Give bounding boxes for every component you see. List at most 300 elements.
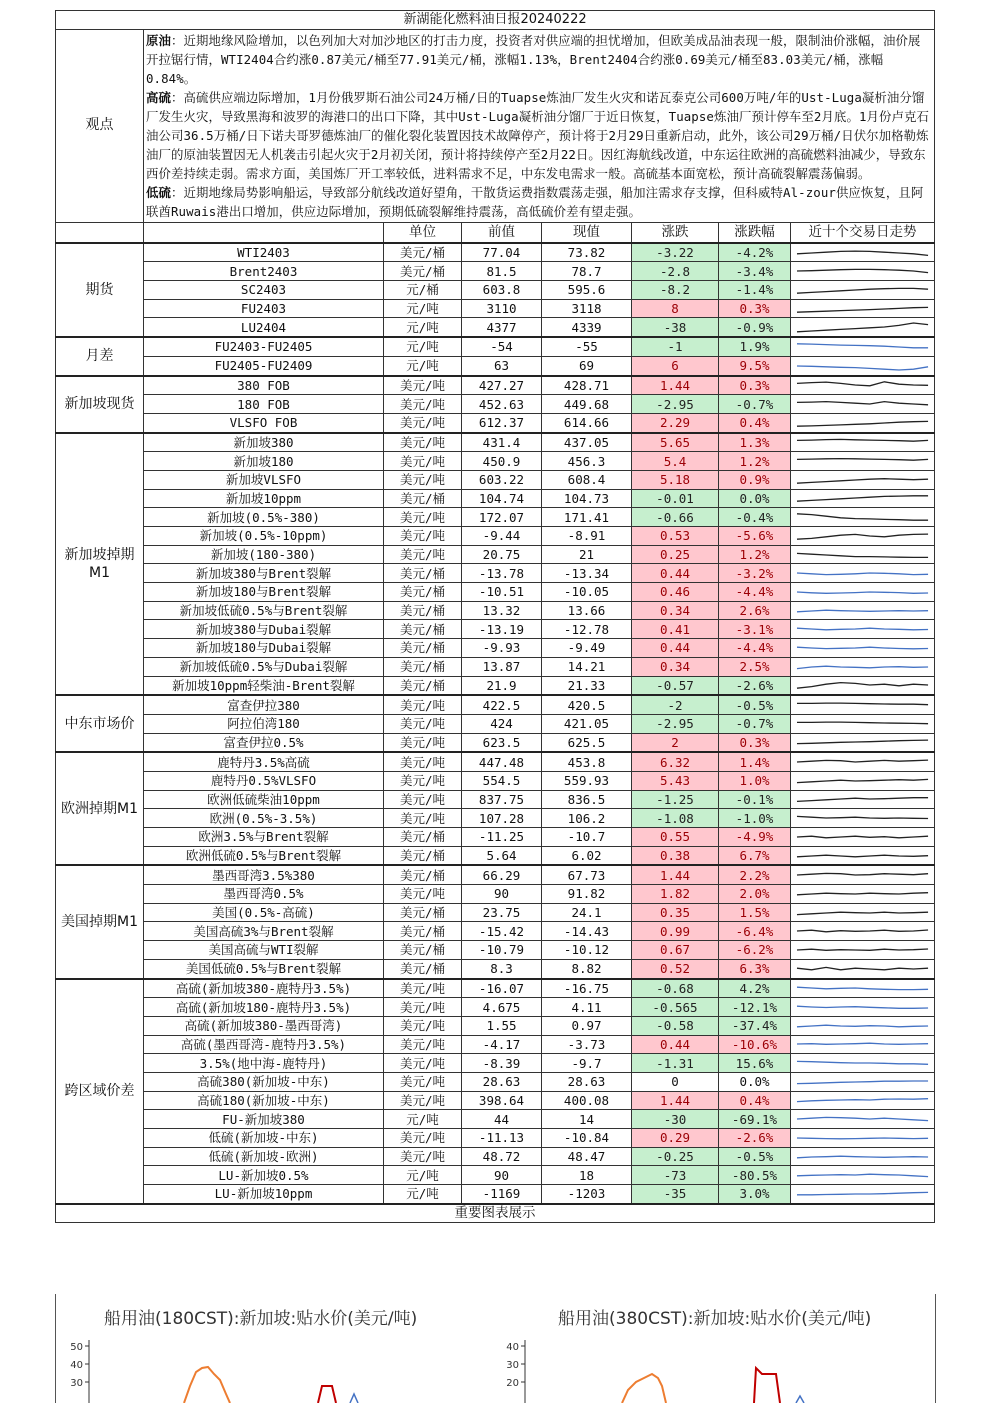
- trend-line: [797, 592, 928, 593]
- row-curr: 91.82: [542, 885, 632, 904]
- row-trend-sparkline: [791, 452, 935, 471]
- row-unit: 美元/吨: [384, 790, 462, 809]
- row-item: LU2404: [144, 318, 384, 337]
- group-label: 新加坡现货: [56, 376, 144, 433]
- row-curr: 420.5: [542, 695, 632, 714]
- row-trend-sparkline: [791, 356, 935, 375]
- trend-line: [797, 836, 928, 838]
- table-row: [56, 281, 935, 300]
- row-chg: -0.58: [632, 1016, 719, 1035]
- row-trend-sparkline: [791, 752, 935, 771]
- row-pct: 6.7%: [719, 846, 791, 865]
- row-pct: 15.6%: [719, 1054, 791, 1073]
- trend-line: [797, 323, 928, 332]
- row-unit: 美元/桶: [384, 583, 462, 602]
- row-prev: 612.37: [462, 413, 542, 432]
- row-curr: -9.49: [542, 639, 632, 658]
- row-pct: -0.5%: [719, 1147, 791, 1166]
- row-item: Brent2403: [144, 262, 384, 281]
- row-trend-sparkline: [791, 809, 935, 828]
- row-unit: 美元/吨: [384, 1147, 462, 1166]
- row-item: 低硫(新加坡-欧洲): [144, 1147, 384, 1166]
- table-row: [56, 356, 935, 375]
- row-pct: -0.9%: [719, 318, 791, 337]
- row-curr: 3118: [542, 299, 632, 318]
- row-trend-sparkline: [791, 885, 935, 904]
- column-header-row: [56, 222, 935, 243]
- row-prev: -13.78: [462, 564, 542, 583]
- row-chg: -1.31: [632, 1054, 719, 1073]
- row-item: 新加坡(0.5%-380): [144, 508, 384, 527]
- row-trend-sparkline: [791, 828, 935, 847]
- text-hsfo: ：高硫供应端边际增加，1月份俄罗斯石油公司24万桶/日的Tuapse炼油厂发生火灾和诺瓦泰克公司600万吨/年的Ust-Luga凝析油分馏厂发生火灾，导致黑海和波罗的海港口的出口下降，其中Ust-Luga凝析油分馏厂于近日恢复，Tuapse炼油厂预计停车至2月底。1月份卢克石油公司36.5万桶/日下诺夫哥罗德炼油厂的催化裂化装置因技术故障停产，预计将于2月29日重新启动，此外，该公司29万桶/日伏尔加格勒炼油厂的原油装置因无人机袭击引起火灾于2月初关闭，预计将持续停产至2月22日。因红海航线改道，中东运往欧洲的高硫燃料油减少，导致东西价差持续走弱。需求方面，美国炼厂开工率较低，进料需求不足，中东发电需求一般。高硫基本面宽松，预计高硫裂解震荡偏弱。: [146, 89, 929, 181]
- row-curr: 14: [542, 1110, 632, 1129]
- tag-hsfo: 高硫: [146, 89, 171, 105]
- row-unit: 元/吨: [384, 1110, 462, 1129]
- table-row: [56, 1185, 935, 1204]
- row-pct: 0.3%: [719, 376, 791, 395]
- chart-380-ytick: 20: [506, 1378, 519, 1389]
- trend-line: [797, 1099, 928, 1102]
- trend-line: [797, 270, 928, 273]
- row-trend-sparkline: [791, 620, 935, 639]
- row-curr: -1203: [542, 1185, 632, 1204]
- trend-line: [797, 610, 928, 612]
- row-prev: 172.07: [462, 508, 542, 527]
- row-curr: 614.66: [542, 413, 632, 432]
- table-row: [56, 262, 935, 281]
- row-trend-sparkline: [791, 243, 935, 262]
- group-label: 跨区域价差: [56, 979, 144, 1204]
- table-row: [56, 545, 935, 564]
- row-unit: 美元/吨: [384, 1054, 462, 1073]
- table-row: [56, 998, 935, 1017]
- row-prev: 13.87: [462, 657, 542, 676]
- row-prev: 104.74: [462, 489, 542, 508]
- row-trend-sparkline: [791, 979, 935, 998]
- chart-180-red-line: [318, 1386, 336, 1403]
- row-curr: 21: [542, 545, 632, 564]
- row-curr: 421.05: [542, 714, 632, 733]
- table-row: [56, 1129, 935, 1148]
- row-prev: 13.32: [462, 601, 542, 620]
- row-unit: 美元/桶: [384, 639, 462, 658]
- row-item: FU2403-FU2405: [144, 337, 384, 356]
- row-pct: 2.2%: [719, 865, 791, 884]
- row-chg: 0.55: [632, 828, 719, 847]
- row-trend-sparkline: [791, 1147, 935, 1166]
- row-unit: 元/吨: [384, 337, 462, 356]
- row-unit: 美元/桶: [384, 865, 462, 884]
- row-curr: 449.68: [542, 395, 632, 414]
- row-pct: 1.4%: [719, 752, 791, 771]
- row-item: FU-新加坡380: [144, 1110, 384, 1129]
- row-item: SC2403: [144, 281, 384, 300]
- row-trend-sparkline: [791, 489, 935, 508]
- table-row: [56, 337, 935, 356]
- row-curr: 4339: [542, 318, 632, 337]
- row-chg: 6: [632, 356, 719, 375]
- row-trend-sparkline: [791, 1166, 935, 1185]
- row-pct: -0.4%: [719, 508, 791, 527]
- row-chg: 0.34: [632, 601, 719, 620]
- row-pct: -0.7%: [719, 714, 791, 733]
- row-item: 新加坡低硫0.5%与Brent裂解: [144, 601, 384, 620]
- row-curr: -3.73: [542, 1035, 632, 1054]
- text-crude: ：近期地缘风险增加，以色列加大对加沙地区的打击力度，投资者对供应端的担忧增加，但欧美成品油表现一般，限制油价涨幅，油价展开拉锯行情，WTI2404合约涨0.87美元/桶至77.91美元/桶，涨幅1.13%，Brent2404合约涨0.69美元/桶至83.03美元/桶，涨幅0.84%。: [146, 32, 921, 86]
- row-trend-sparkline: [791, 922, 935, 941]
- viewpoint-text: [144, 29, 935, 222]
- row-item: 美国低硫0.5%与Brent裂解: [144, 959, 384, 978]
- row-prev: -11.13: [462, 1129, 542, 1148]
- row-pct: 9.5%: [719, 356, 791, 375]
- row-trend-sparkline: [791, 527, 935, 546]
- trend-line: [797, 1044, 928, 1045]
- row-pct: 4.2%: [719, 979, 791, 998]
- row-prev: 66.29: [462, 865, 542, 884]
- row-chg: -0.68: [632, 979, 719, 998]
- col-item: [144, 222, 384, 243]
- row-curr: -10.7: [542, 828, 632, 847]
- row-unit: 美元/吨: [384, 395, 462, 414]
- row-pct: 1.0%: [719, 771, 791, 790]
- row-item: 美国高硫3%与Brent裂解: [144, 922, 384, 941]
- row-unit: 美元/吨: [384, 771, 462, 790]
- row-curr: -16.75: [542, 979, 632, 998]
- row-prev: 77.04: [462, 243, 542, 262]
- table-row: [56, 733, 935, 752]
- row-item: 欧洲低硫柴油10ppm: [144, 790, 384, 809]
- row-item: 新加坡180与Brent裂解: [144, 583, 384, 602]
- row-pct: -0.7%: [719, 395, 791, 414]
- trend-line: [797, 366, 928, 370]
- trend-line: [797, 628, 928, 630]
- row-item: 新加坡(180-380): [144, 545, 384, 564]
- row-chg: 5.43: [632, 771, 719, 790]
- row-curr: 69: [542, 356, 632, 375]
- group-label: 欧洲掉期M1: [56, 752, 144, 865]
- row-trend-sparkline: [791, 733, 935, 752]
- row-item: 高硫(新加坡380-墨西哥湾): [144, 1016, 384, 1035]
- row-prev: 452.63: [462, 395, 542, 414]
- row-prev: 603.8: [462, 281, 542, 300]
- trend-line: [797, 478, 928, 483]
- text-lsfo: ：近期地缘局势影响船运，导致部分航线改道好望角，干散货运费指数震荡走强，船加注需求存支撑，但科威特Al-zour供应恢复，且阿联酋Ruwais港出口增加，供应边际增加，预期低硫裂解维持震荡，高低硫价差有望走强。: [146, 184, 924, 219]
- showcase-row: [56, 1204, 935, 1223]
- viewpoint-label: 观点: [56, 29, 144, 222]
- row-chg: 0.44: [632, 564, 719, 583]
- table-row: [56, 1035, 935, 1054]
- row-chg: 5.65: [632, 433, 719, 452]
- row-item: 高硫(新加坡180-鹿特丹3.5%): [144, 998, 384, 1017]
- table-row: [56, 771, 935, 790]
- row-chg: -0.57: [632, 676, 719, 695]
- row-pct: 3.0%: [719, 1185, 791, 1204]
- row-unit: 美元/吨: [384, 695, 462, 714]
- row-item: 高硫(新加坡380-鹿特丹3.5%): [144, 979, 384, 998]
- chart-180-title: 船用油(180CST):新加坡:贴水价(美元/吨): [104, 1309, 418, 1329]
- trend-line: [797, 874, 928, 876]
- row-trend-sparkline: [791, 299, 935, 318]
- chart-180-blue-line: [350, 1394, 358, 1403]
- table-row: [56, 508, 935, 527]
- row-unit: 美元/吨: [384, 413, 462, 432]
- row-chg: -1: [632, 337, 719, 356]
- row-item: FU2405-FU2409: [144, 356, 384, 375]
- row-pct: -4.9%: [719, 828, 791, 847]
- table-row: [56, 941, 935, 960]
- row-unit: 美元/桶: [384, 657, 462, 676]
- row-chg: -3.22: [632, 243, 719, 262]
- row-chg: 0.34: [632, 657, 719, 676]
- col-pct: 涨跌幅: [719, 222, 791, 243]
- table-row: [56, 639, 935, 658]
- row-trend-sparkline: [791, 545, 935, 564]
- trend-line: [797, 459, 928, 461]
- table-row: [56, 1091, 935, 1110]
- row-pct: 0.9%: [719, 470, 791, 489]
- row-unit: 美元/吨: [384, 508, 462, 527]
- row-pct: -2.6%: [719, 1129, 791, 1148]
- trend-line: [797, 893, 928, 895]
- row-chg: -0.25: [632, 1147, 719, 1166]
- row-item: 新加坡低硫0.5%与Dubai裂解: [144, 657, 384, 676]
- row-unit: 美元/桶: [384, 262, 462, 281]
- row-pct: 0.3%: [719, 733, 791, 752]
- row-curr: 400.08: [542, 1091, 632, 1110]
- trend-line: [797, 703, 928, 705]
- row-trend-sparkline: [791, 413, 935, 432]
- row-curr: 453.8: [542, 752, 632, 771]
- trend-line: [797, 553, 928, 557]
- row-unit: 美元/吨: [384, 1091, 462, 1110]
- table-row: [56, 828, 935, 847]
- trend-line: [797, 1006, 928, 1008]
- row-pct: 2.0%: [719, 885, 791, 904]
- row-item: 高硫180(新加坡-中东): [144, 1091, 384, 1110]
- col-trend: 近十个交易日走势: [791, 222, 935, 243]
- row-prev: -4.17: [462, 1035, 542, 1054]
- row-unit: 美元/吨: [384, 752, 462, 771]
- table-row: [56, 809, 935, 828]
- row-item: WTI2403: [144, 243, 384, 262]
- row-chg: 1.82: [632, 885, 719, 904]
- trend-line: [797, 949, 928, 950]
- row-unit: 美元/吨: [384, 527, 462, 546]
- row-unit: 美元/桶: [384, 601, 462, 620]
- report-title: 新湖能化燃料油日报20240222: [56, 11, 935, 30]
- row-pct: 6.3%: [719, 959, 791, 978]
- row-curr: -9.7: [542, 1054, 632, 1073]
- row-prev: 450.9: [462, 452, 542, 471]
- row-pct: 1.5%: [719, 903, 791, 922]
- chart-380-blue-line: [796, 1396, 804, 1403]
- row-chg: 0.41: [632, 620, 719, 639]
- row-curr: -13.34: [542, 564, 632, 583]
- table-row: [56, 395, 935, 414]
- row-unit: 美元/吨: [384, 733, 462, 752]
- group-label: 中东市场价: [56, 695, 144, 752]
- trend-line: [797, 1156, 928, 1158]
- row-unit: 元/吨: [384, 1166, 462, 1185]
- trend-line: [797, 760, 928, 762]
- table-row: [56, 1147, 935, 1166]
- trend-line: [797, 817, 928, 819]
- row-chg: -8.2: [632, 281, 719, 300]
- chart-380-title: 船用油(380CST):新加坡:贴水价(美元/吨): [558, 1309, 872, 1329]
- row-pct: 1.2%: [719, 545, 791, 564]
- row-chg: -30: [632, 1110, 719, 1129]
- row-trend-sparkline: [791, 846, 935, 865]
- chart-180-ytick: 40: [70, 1360, 83, 1371]
- col-prev: 前值: [462, 222, 542, 243]
- row-pct: -12.1%: [719, 998, 791, 1017]
- row-prev: 44: [462, 1110, 542, 1129]
- row-chg: 2.29: [632, 413, 719, 432]
- row-prev: 81.5: [462, 262, 542, 281]
- row-unit: 美元/桶: [384, 620, 462, 639]
- row-curr: 0.97: [542, 1016, 632, 1035]
- row-chg: -0.66: [632, 508, 719, 527]
- row-pct: -4.4%: [719, 639, 791, 658]
- row-item: 380 FOB: [144, 376, 384, 395]
- row-item: 鹿特丹3.5%高硫: [144, 752, 384, 771]
- row-item: 新加坡380与Brent裂解: [144, 564, 384, 583]
- row-unit: 美元/桶: [384, 828, 462, 847]
- row-chg: -2.95: [632, 395, 719, 414]
- row-chg: -38: [632, 318, 719, 337]
- trend-line: [797, 647, 928, 649]
- trend-line: [797, 666, 928, 668]
- row-pct: 0.4%: [719, 413, 791, 432]
- row-prev: 90: [462, 885, 542, 904]
- row-curr: 608.4: [542, 470, 632, 489]
- row-trend-sparkline: [791, 376, 935, 395]
- row-prev: 63: [462, 356, 542, 375]
- row-chg: -0.01: [632, 489, 719, 508]
- row-item: 180 FOB: [144, 395, 384, 414]
- chart-380-ytick: 30: [506, 1360, 519, 1371]
- row-pct: 0.0%: [719, 489, 791, 508]
- row-unit: 元/吨: [384, 1185, 462, 1204]
- row-prev: 398.64: [462, 1091, 542, 1110]
- row-item: 新加坡380与Dubai裂解: [144, 620, 384, 639]
- row-prev: 1.55: [462, 1016, 542, 1035]
- row-item: 高硫(墨西哥湾-鹿特丹3.5%): [144, 1035, 384, 1054]
- table-row: [56, 601, 935, 620]
- table-row: [56, 620, 935, 639]
- row-unit: 美元/吨: [384, 545, 462, 564]
- row-trend-sparkline: [791, 639, 935, 658]
- row-chg: -1.08: [632, 809, 719, 828]
- row-curr: 595.6: [542, 281, 632, 300]
- row-unit: 美元/吨: [384, 809, 462, 828]
- row-prev: 427.27: [462, 376, 542, 395]
- row-pct: -0.1%: [719, 790, 791, 809]
- row-chg: 0.46: [632, 583, 719, 602]
- viewpoint-hsfo: [146, 88, 932, 183]
- row-pct: -69.1%: [719, 1110, 791, 1129]
- row-item: 美国(0.5%-高硫): [144, 903, 384, 922]
- row-item: 鹿特丹0.5%VLSFO: [144, 771, 384, 790]
- row-pct: -3.1%: [719, 620, 791, 639]
- table-row: [56, 299, 935, 318]
- trend-line: [797, 912, 928, 914]
- chart-380-ytick: 40: [506, 1342, 519, 1353]
- trend-line: [797, 534, 928, 539]
- row-chg: 0.53: [632, 527, 719, 546]
- row-item: 新加坡(0.5%-10ppm): [144, 527, 384, 546]
- trend-line: [797, 855, 928, 857]
- row-item: 新加坡10ppm: [144, 489, 384, 508]
- row-unit: 美元/吨: [384, 714, 462, 733]
- col-curr: 现值: [542, 222, 632, 243]
- row-item: 阿拉伯湾180: [144, 714, 384, 733]
- chart-plots: [56, 1334, 935, 1403]
- row-unit: 美元/桶: [384, 243, 462, 262]
- row-unit: 美元/吨: [384, 885, 462, 904]
- table-row: [56, 790, 935, 809]
- table-row: [56, 564, 935, 583]
- row-item: 欧洲3.5%与Brent裂解: [144, 828, 384, 847]
- row-trend-sparkline: [791, 865, 935, 884]
- row-trend-sparkline: [791, 714, 935, 733]
- row-curr: 21.33: [542, 676, 632, 695]
- group-label: 新加坡掉期M1: [56, 433, 144, 696]
- row-curr: 28.63: [542, 1072, 632, 1091]
- viewpoint-lsfo: [146, 183, 932, 221]
- trend-line: [797, 514, 928, 520]
- row-trend-sparkline: [791, 771, 935, 790]
- row-curr: 4.11: [542, 998, 632, 1017]
- trend-line: [797, 288, 928, 293]
- row-pct: -4.2%: [719, 243, 791, 262]
- table-row: [56, 657, 935, 676]
- row-curr: 106.2: [542, 809, 632, 828]
- row-pct: 0.0%: [719, 1072, 791, 1091]
- row-unit: 美元/吨: [384, 1016, 462, 1035]
- row-curr: -10.84: [542, 1129, 632, 1148]
- row-pct: -3.4%: [719, 262, 791, 281]
- row-curr: 104.73: [542, 489, 632, 508]
- chart-180-ytick: 50: [70, 1342, 83, 1353]
- row-chg: -2.95: [632, 714, 719, 733]
- row-prev: -10.51: [462, 583, 542, 602]
- row-pct: -80.5%: [719, 1166, 791, 1185]
- row-unit: 美元/桶: [384, 489, 462, 508]
- row-prev: -9.93: [462, 639, 542, 658]
- row-trend-sparkline: [791, 433, 935, 452]
- row-prev: 23.75: [462, 903, 542, 922]
- row-trend-sparkline: [791, 903, 935, 922]
- row-curr: 48.47: [542, 1147, 632, 1166]
- row-curr: 428.71: [542, 376, 632, 395]
- trend-line: [797, 722, 928, 724]
- table-row: [56, 1016, 935, 1035]
- group-label: 月差: [56, 337, 144, 375]
- row-pct: -37.4%: [719, 1016, 791, 1035]
- row-item: 新加坡10ppm轻柴油-Brent裂解: [144, 676, 384, 695]
- trend-line: [797, 402, 928, 405]
- table-row: [56, 433, 935, 452]
- row-unit: 元/吨: [384, 299, 462, 318]
- row-prev: 5.64: [462, 846, 542, 865]
- row-unit: 美元/吨: [384, 1072, 462, 1091]
- table-row: [56, 376, 935, 395]
- row-prev: -10.79: [462, 941, 542, 960]
- row-item: 新加坡380: [144, 433, 384, 452]
- table-row: [56, 1072, 935, 1091]
